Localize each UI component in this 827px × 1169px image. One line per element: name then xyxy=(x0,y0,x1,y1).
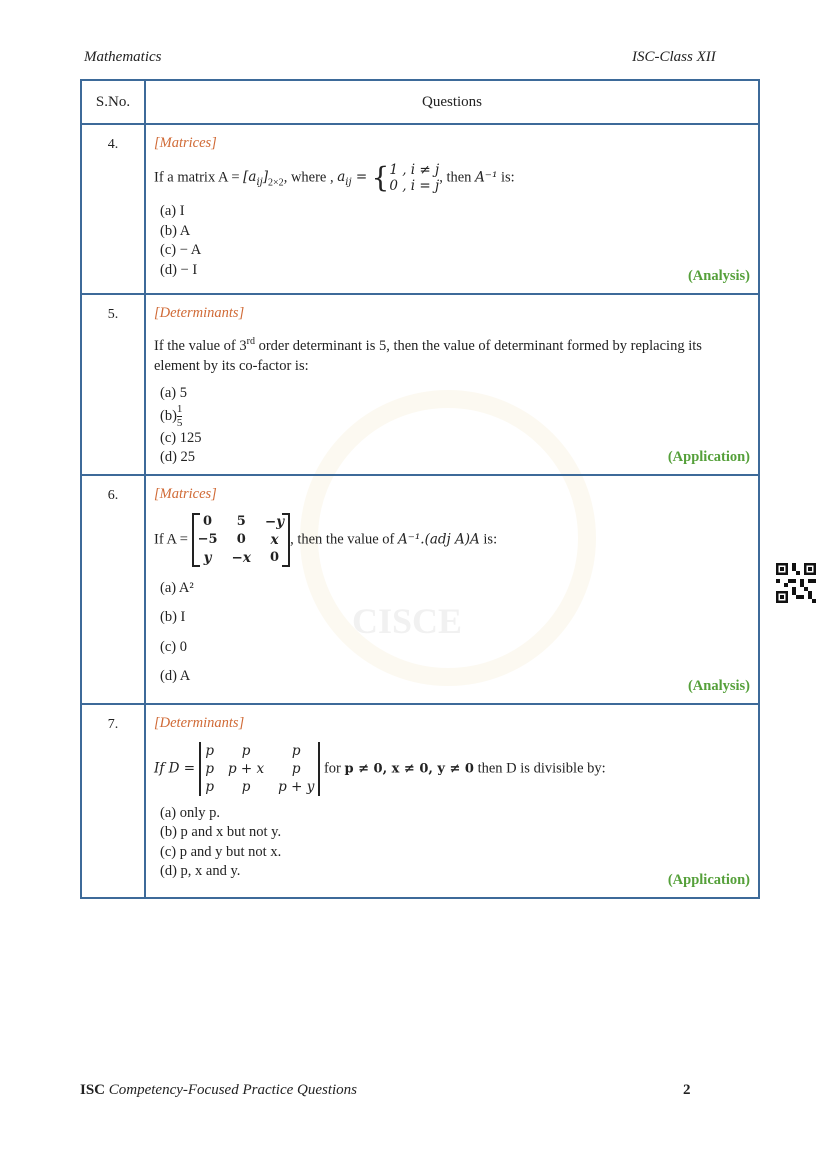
option-c: (c) p and y but not x. xyxy=(160,843,282,860)
option-c: (c) 0 xyxy=(160,638,187,655)
table-row xyxy=(81,475,759,704)
question-number: 7. xyxy=(81,704,145,898)
option-a: (a) I xyxy=(160,203,185,219)
option-a: (a) A² xyxy=(160,579,194,596)
column-header-sno: S.No. xyxy=(81,80,145,124)
question-topic: [Matrices] xyxy=(154,485,217,502)
question-stem: If a matrix $A = [a_{ij}]_{2\times 2}$, where , $a_{ij} = \{1$ , i ≠ j 0 , i = j, then A⁻¹ is: xyxy=(154,161,515,194)
question-number: 6. xyxy=(81,475,145,704)
option-a: (a) only p. xyxy=(160,804,220,821)
cognitive-level-tag: (Application) xyxy=(667,448,750,465)
footer-title: ISC Competency-Focused Practice Questions xyxy=(80,1082,358,1098)
matrix-A: 0 5 −y −5 0 x y −x 0 xyxy=(192,513,290,567)
option-d: (d) A xyxy=(160,668,191,684)
option-d: (d) 25 xyxy=(160,449,196,465)
option-c: (c) − A xyxy=(160,242,202,258)
option-a: (a) 5 xyxy=(160,385,187,401)
options-list xyxy=(160,384,750,468)
left-brace: { xyxy=(371,161,390,194)
option-d: (d) p, x and y. xyxy=(160,863,241,879)
header-subject: Mathematics xyxy=(84,49,162,65)
question-topic: [Matrices] xyxy=(154,135,217,151)
fraction: $\frac{1}{5}$ xyxy=(176,402,183,429)
option-d: (d) − I xyxy=(160,261,198,278)
question-topic: [Determinants] xyxy=(154,305,245,321)
cisce-watermark-text: CISCE xyxy=(352,601,463,641)
question-number: 5. xyxy=(81,294,145,475)
option-b: (b) $\frac{1}{5}$ xyxy=(160,402,183,429)
question-cell xyxy=(145,475,759,704)
piecewise-cases: 1 , i ≠ j 0 , i = j xyxy=(389,162,440,194)
question-stem: If the value of 3rd order determinant is 5, then the value of determinant formed by replacing its element by its co-factor is: xyxy=(154,336,702,374)
cognitive-level-tag: (Application) xyxy=(667,871,750,888)
page-number: 2 xyxy=(683,1082,691,1098)
question-stem: If D = p p p p p + x p p p p + y for p ≠ 0, x ≠ 0, y ≠ 0 then D is divisible by: xyxy=(154,742,606,795)
options-list xyxy=(160,579,750,687)
option-b: (b) A xyxy=(160,222,191,239)
table-row xyxy=(81,124,759,294)
column-header-questions: Questions xyxy=(145,80,759,124)
question-number: 4. xyxy=(81,124,145,294)
matrix-aij: $[a_{ij}]$ xyxy=(243,169,269,189)
table-header-row xyxy=(81,80,759,124)
cognitive-level-tag: (Analysis) xyxy=(687,677,750,694)
options-list xyxy=(160,202,750,280)
determinant-D: p p p p p + x p p p p + y xyxy=(199,742,320,796)
option-c: (c) 125 xyxy=(160,429,202,446)
question-topic: [Determinants] xyxy=(154,714,245,731)
question-cell xyxy=(145,704,759,898)
table-row xyxy=(81,704,759,898)
qr-code-icon xyxy=(776,563,816,603)
questions-table xyxy=(80,79,760,899)
question-stem: If A = 0 5 −y −5 0 x y −x 0 , then the value of A⁻¹.(adj A)A is: xyxy=(154,513,498,566)
option-b: (b) I xyxy=(160,609,186,625)
cognitive-level-tag: (Analysis) xyxy=(687,268,750,284)
option-b: (b) p and x but not y. xyxy=(160,824,282,840)
question-cell xyxy=(145,294,759,475)
table-row xyxy=(81,294,759,475)
options-list xyxy=(160,804,750,882)
question-cell xyxy=(145,124,759,294)
header-class: ISC-Class XII xyxy=(632,49,716,65)
